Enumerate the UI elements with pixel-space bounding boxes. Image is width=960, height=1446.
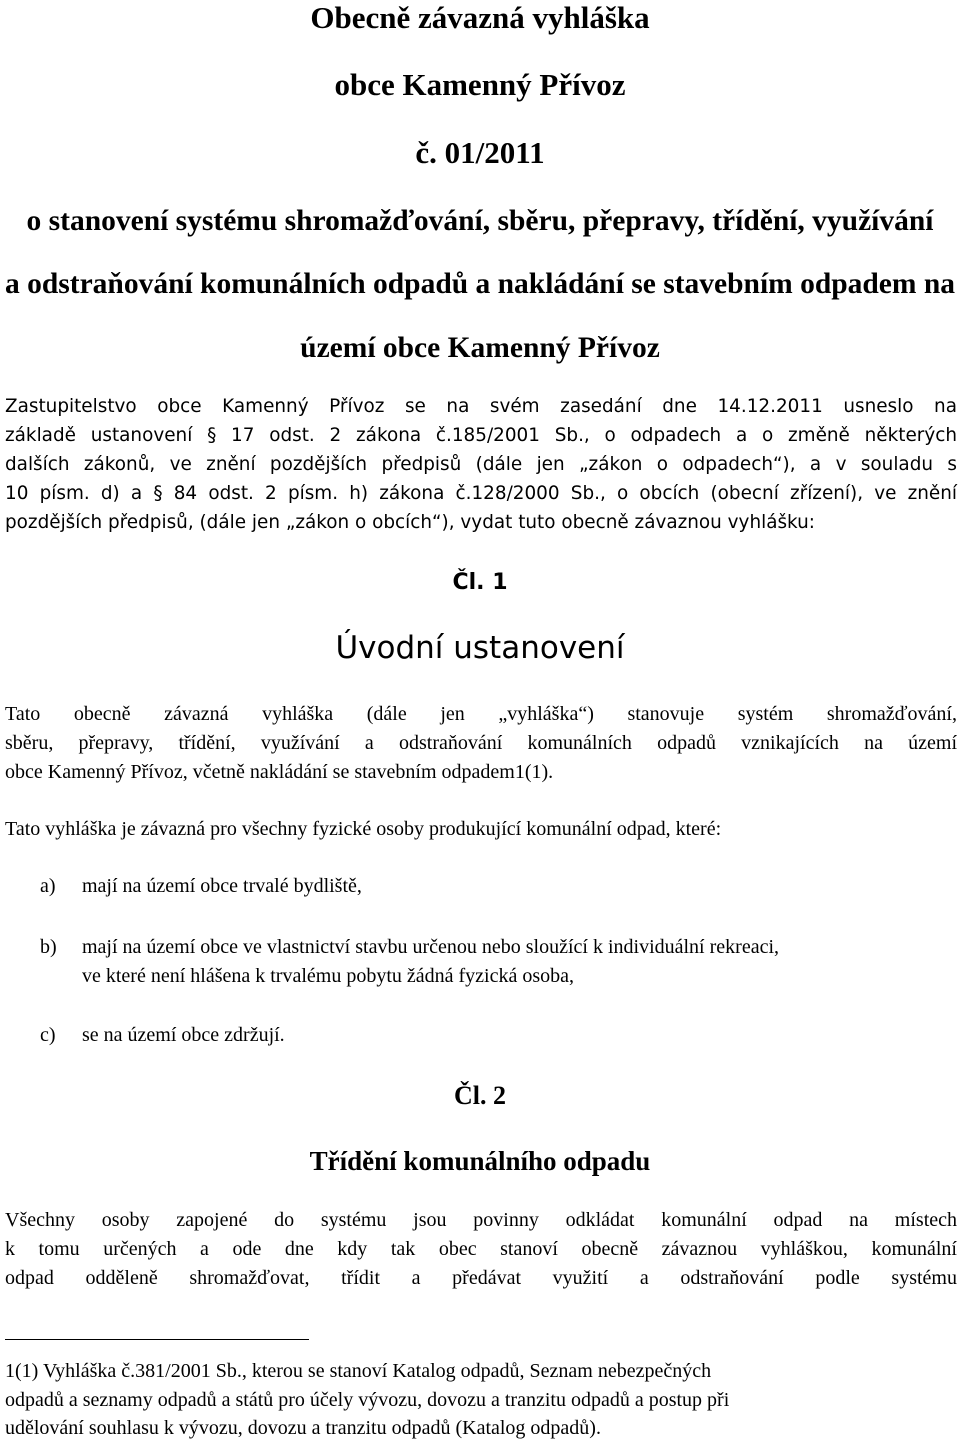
list-item-text: mají na území obce trvalé bydliště, (82, 875, 362, 897)
footnote-line-2: odpadů a seznamy odpadů a států pro účely vývozu, dovozu a tranzitu odpadů a postup při (5, 1389, 730, 1411)
document-title: Obecně závazná vyhláška (310, 0, 650, 35)
document-municipality: obce Kamenný Přívoz (334, 67, 626, 102)
article-2-para-line-3: odpad odděleně shromažďovat, třídit a předávat využití a odstraňování podle systému (5, 1267, 957, 1289)
article-1-para-1-line-1: Tato obecně závazná vyhláška (dále jen „vyhláška“) stanovuje systém shromažďování, (5, 703, 957, 725)
list-item-text: se na území obce zdržují. (82, 1024, 285, 1046)
list-item-label: a) (40, 875, 56, 897)
footnote-separator (5, 1339, 309, 1340)
preamble-line-3: dalších zákonů, ve znění pozdějších předpisů (dále jen „zákon o odpadech“), a v souladu s (5, 454, 957, 475)
document-subject-line-2: a odstraňování komunálních odpadů a nakládání se stavebním odpadem na (4, 268, 956, 300)
list-item (40, 933, 779, 962)
article-1-label: Čl. 1 (452, 570, 508, 595)
preamble-line-5: pozdějších předpisů, (dále jen „zákon o obcích“), vydat tuto obecně závaznou vyhlášku: (5, 512, 815, 533)
article-2-heading: Třídění komunálního odpadu (309, 1146, 651, 1176)
list-item (40, 1021, 285, 1050)
list-item-text: mají na území obce ve vlastnictví stavbu určenou nebo sloužící k individuální rekreaci, (82, 936, 780, 958)
article-1-heading: Úvodní ustanovení (335, 630, 625, 666)
list-item-label: b) (40, 936, 57, 958)
list-item (40, 872, 362, 901)
preamble-line-1: Zastupitelstvo obce Kamenný Přívoz se na svém zasedání dne 14.12.2011 usneslo na (5, 396, 957, 417)
article-2-label: Čl. 2 (454, 1081, 506, 1110)
footnote-line-1: 1(1) Vyhláška č.381/2001 Sb., kterou se stanoví Katalog odpadů, Seznam nebezpečných (5, 1360, 712, 1382)
preamble-line-4: 10 písm. d) a § 84 odst. 2 písm. h) zákona č.128/2000 Sb., o obcích (obecní zřízení), ve znění (5, 483, 957, 504)
document-subject-line-1: o stanovení systému shromažďování, sběru, přepravy, třídění, využívání (26, 205, 934, 237)
article-1-para-1-line-3: obce Kamenný Přívoz, včetně nakládání se stavebním odpadem1(1). (5, 761, 554, 783)
document-number: č. 01/2011 (415, 135, 545, 170)
footnote-line-3: udělování souhlasu k vývozu, dovozu a tranzitu odpadů (Katalog odpadů). (5, 1417, 601, 1439)
list-item-continuation: ve které není hlášena k trvalému pobytu žádná fyzická osoba, (82, 965, 575, 987)
article-2-para-line-1: Všechny osoby zapojené do systému jsou povinny odkládat komunální odpad na místech (5, 1209, 957, 1231)
article-1-para-1-line-2: sběru, přepravy, třídění, využívání a odstraňování komunálních odpadů vznikajících na území (5, 732, 957, 754)
document-subject-line-3: území obce Kamenný Přívoz (300, 332, 660, 364)
article-2-para-line-2: k tomu určených a ode dne kdy tak obec stanoví obecně závaznou vyhláškou, komunální (5, 1238, 957, 1260)
article-1-para-2: Tato vyhláška je závazná pro všechny fyzické osoby produkující komunální odpad, které: (5, 818, 722, 840)
preamble-line-2: základě ustanovení § 17 odst. 2 zákona č.185/2001 Sb., o odpadech a o změně některých (5, 425, 957, 446)
list-item-label: c) (40, 1024, 56, 1046)
